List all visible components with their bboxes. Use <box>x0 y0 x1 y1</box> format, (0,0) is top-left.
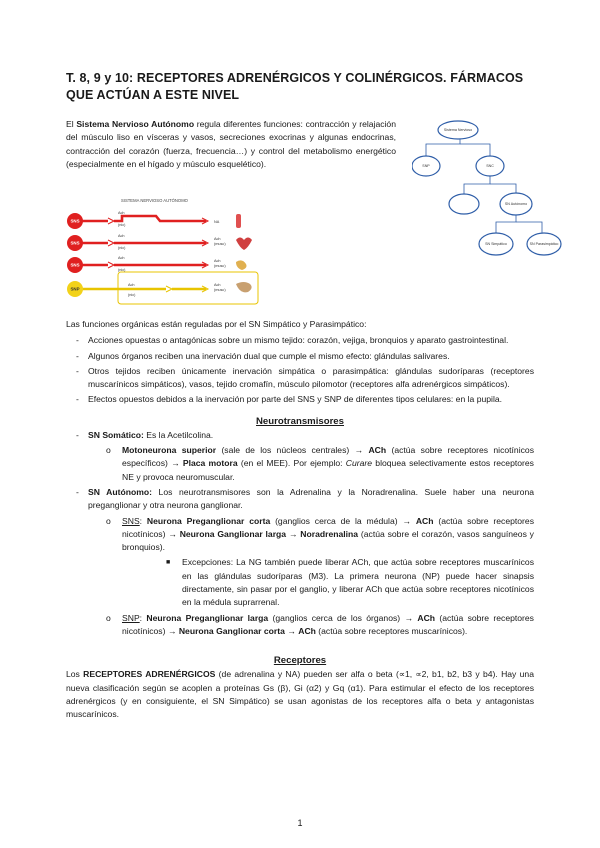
diagram-row3-t1: Ach <box>214 259 221 263</box>
receptores-pre: Los <box>66 669 84 680</box>
snp-t4: (actúa sobre receptores muscarínicos). <box>315 625 468 636</box>
sns-t2: (actúa sobre receptores nicotínicos) → <box>122 515 534 539</box>
bullet-text: Acciones opuestas o antagónicas sobre un mismo tejido: corazón, vejiga, bronquios y aparato gastrointestinal. <box>88 335 509 346</box>
tree-node-left <box>449 194 479 214</box>
somatico-text: Es la Acetilcolina. <box>143 429 214 440</box>
list-item: - Otros tejidos reciben únicamente inervación simpática o parasimpática: glándulas sudoríparas (receptores muscarínicos simpáticos), vasos, tejido cromafín, músculo pilomotor (receptores alfa adrenérgicos simpáticos). <box>76 365 534 390</box>
receptores-paragraph <box>66 668 534 721</box>
sns-b4: Noradrenalina <box>300 528 359 539</box>
diagram-row4-t1: Ach <box>214 283 221 287</box>
diagram-nic-2: (nic) <box>118 246 126 250</box>
diagram-ach-4: Ach <box>128 283 135 287</box>
snp-b3: Neurona Ganglionar corta <box>178 625 285 636</box>
diagram-ach-1: Ach <box>118 211 125 215</box>
tree-label-sn-autonomo: SN Autónomo <box>504 202 528 206</box>
sns-t1: (ganglios cerca de la médula) → <box>270 515 416 526</box>
bullet-text: Otros tejidos reciben únicamente inervación simpática o parasimpática: glándulas sudoríparas (receptores muscarínicos simpáticos), vasos, tejido cromafín, músculo pilomotor (receptores alfa adrenérgicos simpáticos). <box>88 365 534 390</box>
diagram-ach-2: Ach <box>118 234 125 238</box>
snp-b1: Neurona Preganglionar larga <box>146 612 269 623</box>
snp-t2: (actúa sobre receptores nicotínicos) → <box>122 612 534 636</box>
diagram-nic-3: (nic) <box>118 268 126 272</box>
snp-b2: ACh <box>417 612 436 623</box>
snp-t3: → <box>284 625 299 636</box>
gland-icon <box>236 282 252 292</box>
somatico-label: SN Somático: <box>88 429 144 440</box>
sns-t4: (actúa sobre el corazón, vasos sanguíneos y bronquios). <box>122 528 534 553</box>
diagram-nic-4: (nic) <box>128 293 136 297</box>
diagram-ach-3: Ach <box>118 256 125 260</box>
moto-t3: (en el MEE). Por ejemplo: <box>237 458 346 469</box>
moto-b1: Motoneurona superior <box>122 445 217 456</box>
snp-label: SNP <box>122 612 140 623</box>
intro-pre: El <box>66 119 77 129</box>
moto-t2: (actúa sobre receptores nicotínicos específicos) → <box>122 445 534 469</box>
tree-label-parasimpatico: SN Parasimpático <box>529 242 559 246</box>
page-title: T. 8, 9 y 10: RECEPTORES ADRENÉRGICOS Y COLINÉRGICOS. FÁRMACOS QUE ACTÚAN A ESTE NIVEL <box>66 71 524 102</box>
moto-b3: Placa motora <box>182 458 238 469</box>
sns-t3: → <box>286 528 301 539</box>
diagram-row4-t2: (musc) <box>214 288 226 292</box>
diagram-label-snp: SNP <box>70 286 80 292</box>
bullet-text: Algunos órganos reciben una inervación dual que cumple el mismo efecto: glándulas salivares. <box>88 350 450 361</box>
intro-text: regula diferentes funciones: contracción y relajación del músculo liso en vísceras y vasos, secreciones exocrinas y algunas endocrinas, contracción del corazón (fuerza, frecuencia…) y control del metabolismo energético (especialmente en el hígado y músculo esquelético). <box>66 119 396 169</box>
diagram-row2-t1: Ach <box>214 237 221 241</box>
diagram-label-sns-1: SNS <box>70 218 80 224</box>
sns-label: SNS <box>122 515 140 526</box>
moto-b2: ACh <box>368 445 387 456</box>
moto-t1: (sale de los núcleos centrales) → <box>216 445 369 456</box>
vessel-icon <box>236 214 241 228</box>
autonomo-text: Los neurotransmisores son la Adrenalina y la Noradrenalina. Suele haber una neurona preganglionar y otra neurona ganglionar. <box>88 486 535 511</box>
tree-label-snp: SNP <box>422 164 430 168</box>
document-body <box>66 318 534 721</box>
diagram-row1-t1: NA <box>214 220 220 224</box>
diagram-nic-1: (nic) <box>118 223 126 227</box>
bullet-text: Efectos opuestos debidos a la inervación por parte del SNS y SNP de diferentes tipos celulares: en la pupila. <box>88 394 503 405</box>
receptores-text: (de adrenalina y NA) pueden ser alfa o beta (∝1, ∝2, b1, b2, b3 y b4). Hay una nueva clasificación según se acoplen a proteínas Gs (β), Gi (α2) y Gq (α1). Para estimular el efecto de los receptores adrenérgicos (y en consiguiente, el SN Simpático) se usan agonistas de los receptores alfa o beta y antagonistas muscarínicos. <box>66 669 534 720</box>
diagram-row3-t2: (musc) <box>214 264 226 268</box>
list-item-excepciones: ■ Excepciones: La NG también puede liberar ACh, que actúa sobre receptores muscarínicos en las glándulas sudoríparas (M3). La primera neurona (NP) puede hacer sinapsis directamente, sin pasar por el ganglio, y liberar ACh que actúa sobre receptores nicotínicos en la médula suprarrenal. <box>166 557 534 608</box>
list-item-motoneurona: o Motoneurona superior (sale de los núcleos centrales) → ACh (actúa sobre receptores nicotínicos específicos) → Placa motora (en el MEE). Por ejemplo: Curare bloquea selectivamente estos receptores NE y provoca neuromuscular. <box>106 445 534 482</box>
organ-icon <box>236 260 247 270</box>
sns-b1: Neurona Preganglionar corta <box>146 515 271 526</box>
tree-label-simpatico: SN Simpático <box>485 242 507 246</box>
heart-icon <box>236 238 252 251</box>
diagram-label-sns-3: SNS <box>70 262 80 268</box>
nervous-system-tree-diagram <box>412 118 562 268</box>
heading-neurotransmisores: Neurotransmisores <box>256 415 344 427</box>
snp-b4: ACh <box>298 625 316 636</box>
moto-t4: bloquea selectivamente estos receptores NE y provoca neuromuscular. <box>122 458 534 482</box>
sns-b2: ACh <box>415 515 434 526</box>
page-number: 1 <box>297 818 303 828</box>
diagram-row2-t2: (musc) <box>214 242 226 246</box>
list-item-snp: o SNP: Neurona Preganglionar larga (ganglios cerca de los órganos) → ACh (actúa sobre receptores nicotínicos) → Neurona Ganglionar corta → ACh (actúa sobre receptores muscarínicos). <box>106 612 534 636</box>
autonomic-system-diagram <box>66 192 326 310</box>
list-item: - Efectos opuestos debidos a la inervación por parte del SNS y SNP de diferentes tipos celulares: en la pupila. <box>76 394 503 405</box>
sns-b3: Neurona Ganglionar larga <box>179 528 287 539</box>
autonomo-label: SN Autónomo: <box>88 486 152 497</box>
receptores-bold: RECEPTORES ADRENÉRGICOS <box>83 669 216 680</box>
snp-t1: (ganglios cerca de los órganos) → <box>268 612 418 623</box>
tree-label-snc: SNC <box>486 164 494 168</box>
moto-i1: Curare <box>345 458 373 469</box>
tree-label-root: Sistema Nervioso <box>443 128 473 132</box>
list-item-sns: o SNS: Neurona Preganglionar corta (ganglios cerca de la médula) → ACh (actúa sobre receptores nicotínicos) → Neurona Ganglionar larga → Noradrenalina (actúa sobre el corazón, vasos sanguíneos y bronquios). <box>106 515 534 553</box>
list-item: - Algunos órganos reciben una inervación dual que cumple el mismo efecto: glándulas salivares. <box>76 350 450 361</box>
intro-bold: Sistema Nervioso Autónomo <box>76 119 195 129</box>
lead-paragraph: Las funciones orgánicas están reguladas por el SN Simpático y Parasimpático: <box>66 319 367 329</box>
intro-paragraph <box>66 118 396 171</box>
heading-receptores: Receptores <box>273 655 327 667</box>
excepciones-text: Excepciones: La NG también puede liberar ACh, que actúa sobre receptores muscarínicos en las glándulas sudoríparas (M3). La primera neurona (NP) puede hacer sinapsis directamente, sin pasar por el ganglio, y liberar ACh que actúa sobre receptores nicotínicos en la médula suprarrenal. <box>182 557 534 608</box>
list-item-autonomo: - SN Autónomo: Los neurotransmisores son la Adrenalina y la Noradrenalina. Suele haber una neurona preganglionar y otra neurona ganglionar. <box>76 486 535 511</box>
diagram-label-sns-2: SNS <box>70 240 80 246</box>
diagram-title: SISTEMA NERVIOSO AUTÓNOMO <box>121 198 188 203</box>
list-item: - Acciones opuestas o antagónicas sobre un mismo tejido: corazón, vejiga, bronquios y aparato gastrointestinal. <box>76 335 509 346</box>
list-item-somatico: - SN Somático: Es la Acetilcolina. <box>76 429 214 440</box>
